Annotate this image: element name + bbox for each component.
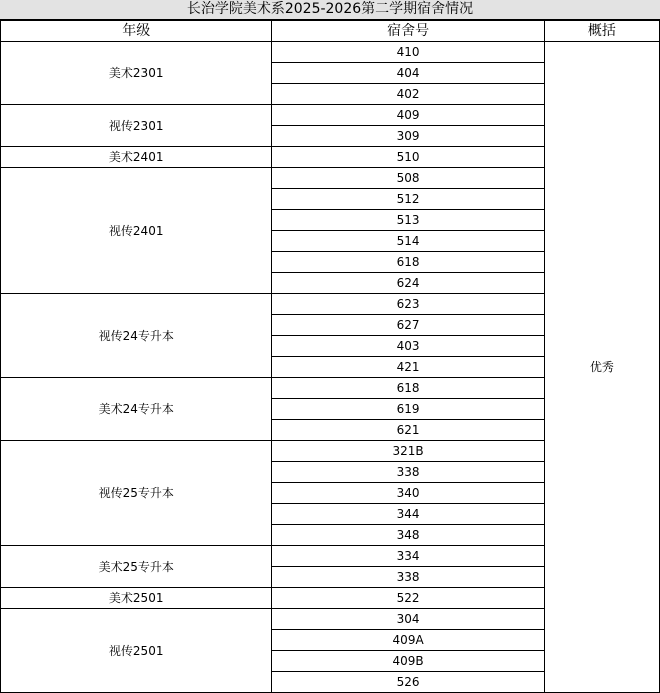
room-cell[interactable]: 618 — [272, 378, 544, 399]
room-cell[interactable]: 409A — [272, 630, 544, 651]
room-cell[interactable]: 619 — [272, 399, 544, 420]
room-cell[interactable]: 348 — [272, 525, 544, 546]
room-cell[interactable]: 421 — [272, 357, 544, 378]
dormitory-table — [0, 20, 660, 693]
grade-cell[interactable]: 视传25专升本 — [1, 441, 272, 546]
room-cell[interactable]: 512 — [272, 189, 544, 210]
sheet-title: 长治学院美术系2025-2026第二学期宿舍情况 — [0, 0, 660, 20]
room-cell[interactable]: 403 — [272, 336, 544, 357]
room-cell[interactable]: 624 — [272, 273, 544, 294]
summary-cell[interactable]: 优秀 — [544, 42, 659, 693]
room-cell[interactable]: 338 — [272, 462, 544, 483]
room-cell[interactable]: 522 — [272, 588, 544, 609]
grade-cell[interactable]: 视传24专升本 — [1, 294, 272, 378]
room-cell[interactable]: 321B — [272, 441, 544, 462]
grade-cell[interactable]: 视传2401 — [1, 168, 272, 294]
room-cell[interactable]: 410 — [272, 42, 544, 63]
room-cell[interactable]: 526 — [272, 672, 544, 693]
summary-column-header[interactable]: 概括 — [544, 21, 659, 42]
grade-cell[interactable]: 视传2301 — [1, 105, 272, 147]
grade-column-header[interactable]: 年级 — [1, 21, 272, 42]
grade-cell[interactable]: 美术2301 — [1, 42, 272, 105]
room-cell[interactable]: 627 — [272, 315, 544, 336]
room-cell[interactable]: 309 — [272, 126, 544, 147]
room-cell[interactable]: 402 — [272, 84, 544, 105]
room-cell[interactable]: 510 — [272, 147, 544, 168]
room-cell[interactable]: 513 — [272, 210, 544, 231]
grade-cell[interactable]: 美术25专升本 — [1, 546, 272, 588]
room-cell[interactable]: 508 — [272, 168, 544, 189]
room-cell[interactable]: 304 — [272, 609, 544, 630]
room-cell[interactable]: 618 — [272, 252, 544, 273]
room-cell[interactable]: 621 — [272, 420, 544, 441]
grade-cell[interactable]: 美术2401 — [1, 147, 272, 168]
room-cell[interactable]: 409 — [272, 105, 544, 126]
table-row — [1, 42, 660, 63]
room-cell[interactable]: 344 — [272, 504, 544, 525]
grade-cell[interactable]: 美术24专升本 — [1, 378, 272, 441]
room-cell[interactable]: 338 — [272, 567, 544, 588]
room-cell[interactable]: 623 — [272, 294, 544, 315]
room-column-header[interactable]: 宿舍号 — [272, 21, 544, 42]
room-cell[interactable]: 340 — [272, 483, 544, 504]
grade-cell[interactable]: 视传2501 — [1, 609, 272, 693]
header-row — [1, 21, 660, 42]
room-cell[interactable]: 404 — [272, 63, 544, 84]
room-cell[interactable]: 409B — [272, 651, 544, 672]
room-cell[interactable]: 514 — [272, 231, 544, 252]
table-body — [1, 42, 660, 693]
room-cell[interactable]: 334 — [272, 546, 544, 567]
grade-cell[interactable]: 美术2501 — [1, 588, 272, 609]
